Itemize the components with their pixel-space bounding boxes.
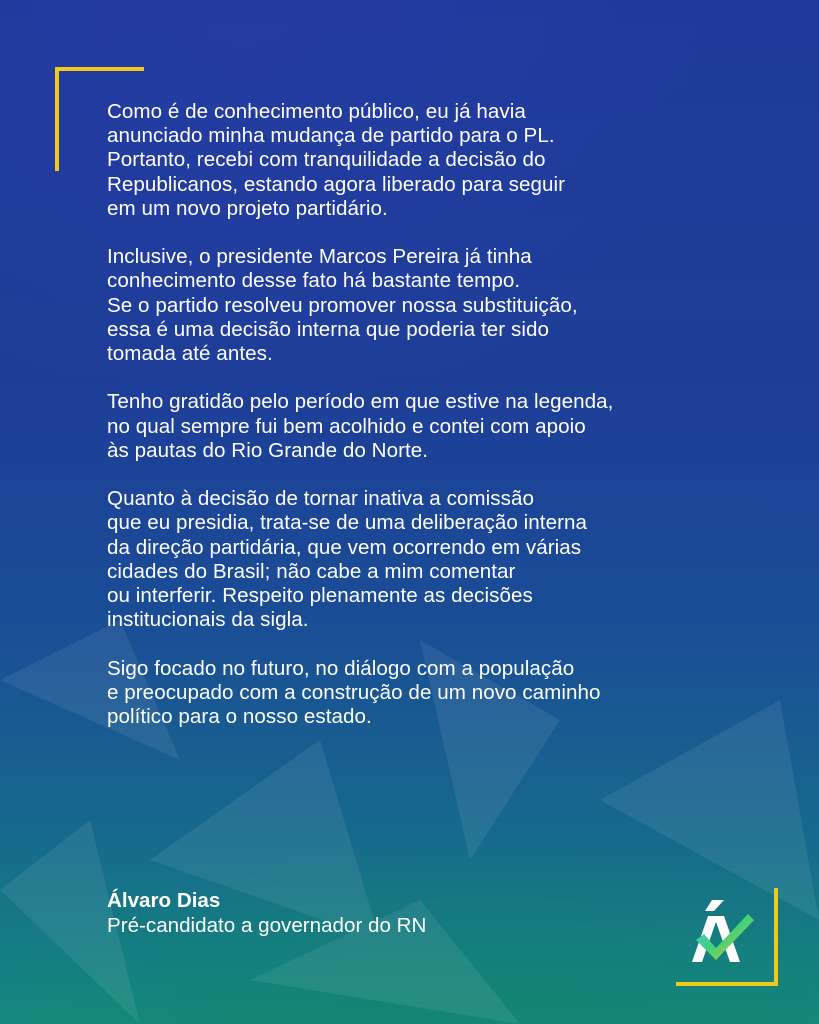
text-line: conhecimento desse fato há bastante tempo.	[107, 269, 521, 293]
text-line: Sigo focado no futuro, no diálogo com a população	[107, 656, 575, 680]
signature-block	[107, 888, 426, 938]
text-line: Portanto, recebi com tranquilidade a decisão do	[107, 148, 546, 172]
text-line: político para o nosso estado.	[107, 705, 372, 729]
text-line: Quanto à decisão de tornar inativa a comissão	[107, 487, 534, 511]
text-line: da direção partidária, que vem ocorrendo em várias	[107, 535, 582, 559]
text-line: anunciado minha mudança de partido para o PL.	[107, 124, 555, 148]
text-line: que eu presidia, trata-se de uma deliberação interna	[107, 511, 587, 535]
text-line: às pautas do Rio Grande do Norte.	[107, 438, 429, 462]
signature-name: Álvaro Dias	[107, 889, 221, 912]
text-line: essa é uma decisão interna que poderia ter sido	[107, 317, 549, 341]
alvaro-dias-logo-icon	[692, 900, 754, 964]
text-line: Inclusive, o presidente Marcos Pereira já tinha	[107, 245, 532, 269]
text-line: Como é de conhecimento público, eu já havia	[107, 100, 526, 123]
statement-paragraph-3	[107, 390, 797, 463]
text-line: tomada até antes.	[107, 342, 273, 366]
text-line: e preocupado com a construção de um novo caminho	[107, 680, 601, 704]
statement-paragraph-2	[107, 245, 797, 366]
text-line: Republicanos, estando agora liberado para seguir	[107, 172, 566, 196]
text-line: Se o partido resolveu promover nossa substituição,	[107, 293, 578, 317]
text-line: Tenho gratidão pelo período em que estive na legenda,	[107, 390, 614, 414]
statement-paragraph-1	[107, 100, 797, 221]
text-line: em um novo projeto partidário.	[107, 196, 388, 220]
text-line: institucionais da sigla.	[107, 608, 309, 632]
text-line: ou interferir. Respeito plenamente as decisões	[107, 584, 533, 608]
signature-role: Pré-candidato a governador do RN	[107, 914, 427, 937]
statement-paragraph-5	[107, 657, 797, 730]
statement-text	[107, 100, 797, 753]
text-line: cidades do Brasil; não cabe a mim comentar	[107, 559, 516, 583]
statement-paragraph-4	[107, 487, 797, 632]
text-line: no qual sempre fui bem acolhido e contei com apoio	[107, 414, 586, 438]
